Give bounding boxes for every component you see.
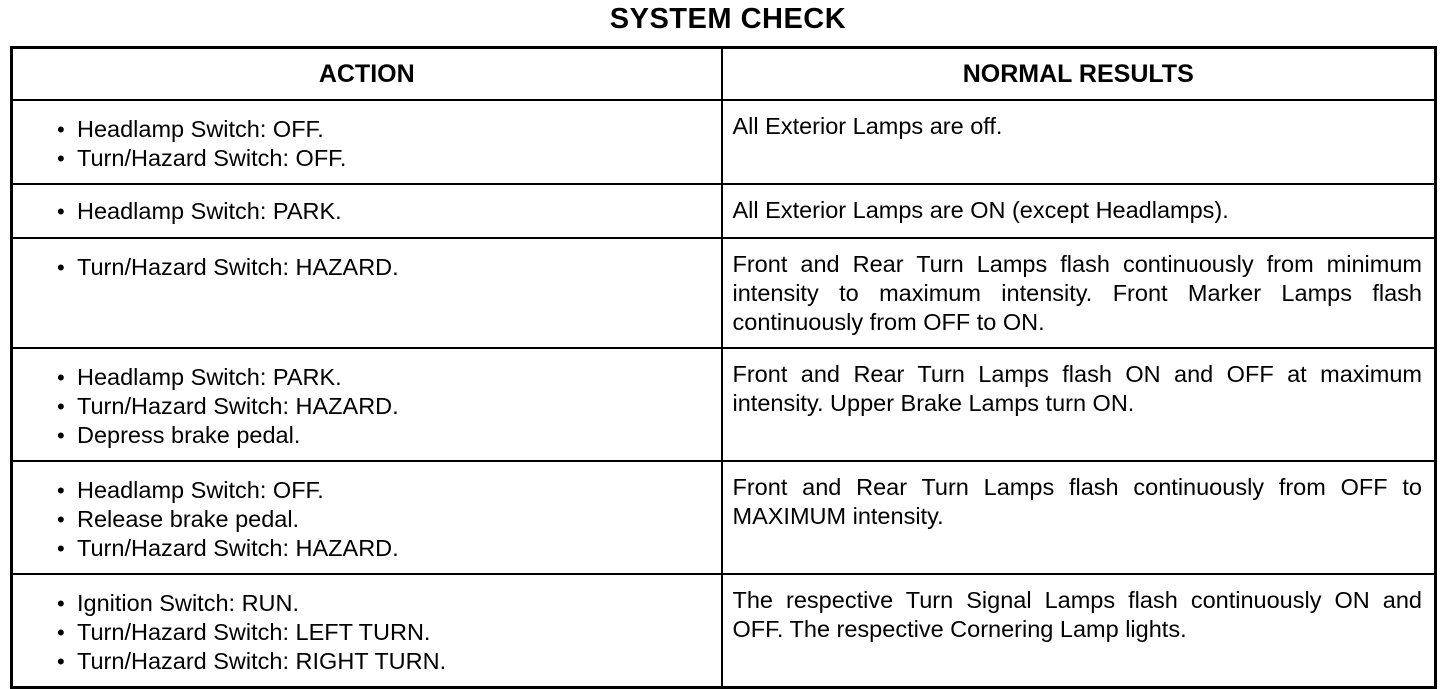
- result-cell: Front and Rear Turn Lamps flash ON and OFF at maximum intensity. Upper Brake Lamps turn ON.: [722, 348, 1436, 461]
- table-row: [12, 100, 1436, 184]
- normal-results-column-header: NORMAL RESULTS: [722, 48, 1436, 101]
- header-row: [12, 48, 1436, 101]
- list-item: • Turn/Hazard Switch: LEFT TURN.: [57, 618, 713, 647]
- result-cell: All Exterior Lamps are off.: [722, 100, 1436, 184]
- list-item: • Turn/Hazard Switch: OFF.: [57, 144, 713, 173]
- action-cell: [12, 461, 722, 574]
- table-row: [12, 348, 1436, 461]
- list-item: • Ignition Switch: RUN.: [57, 589, 713, 618]
- system-check-table: [10, 46, 1437, 689]
- list-item: • Turn/Hazard Switch: HAZARD.: [57, 534, 713, 563]
- table-row: [12, 184, 1436, 238]
- list-item: • Turn/Hazard Switch: RIGHT TURN.: [57, 647, 713, 676]
- action-list: [57, 253, 713, 282]
- result-cell: All Exterior Lamps are ON (except Headlamps).: [722, 184, 1436, 238]
- action-column-header: ACTION: [12, 48, 722, 101]
- action-list: [57, 197, 713, 226]
- action-cell: [12, 100, 722, 184]
- list-item: • Turn/Hazard Switch: HAZARD.: [57, 253, 713, 282]
- action-list: [57, 363, 713, 450]
- list-item: • Headlamp Switch: OFF.: [57, 115, 713, 144]
- list-item: • Turn/Hazard Switch: HAZARD.: [57, 392, 713, 421]
- action-cell: [12, 184, 722, 238]
- list-item: • Release brake pedal.: [57, 505, 713, 534]
- table-row: [12, 238, 1436, 348]
- action-list: [57, 589, 713, 676]
- action-cell: [12, 348, 722, 461]
- action-cell: [12, 574, 722, 688]
- list-item: • Headlamp Switch: OFF.: [57, 476, 713, 505]
- page-title: SYSTEM CHECK: [609, 3, 847, 35]
- action-cell: [12, 238, 722, 348]
- table-row: [12, 461, 1436, 574]
- table-row: [12, 574, 1436, 688]
- result-cell: Front and Rear Turn Lamps flash continuously from OFF to MAXIMUM intensity.: [722, 461, 1436, 574]
- result-cell: The respective Turn Signal Lamps flash continuously ON and OFF. The respective Cornering Lamp lights.: [722, 574, 1436, 688]
- action-list: [57, 115, 713, 173]
- list-item: • Headlamp Switch: PARK.: [57, 363, 713, 392]
- action-list: [57, 476, 713, 563]
- result-cell: Front and Rear Turn Lamps flash continuously from minimum intensity to maximum intensity. Front Marker Lamps flash continuously from OFF to ON.: [722, 238, 1436, 348]
- list-item: • Headlamp Switch: PARK.: [57, 197, 713, 226]
- list-item: • Depress brake pedal.: [57, 421, 713, 450]
